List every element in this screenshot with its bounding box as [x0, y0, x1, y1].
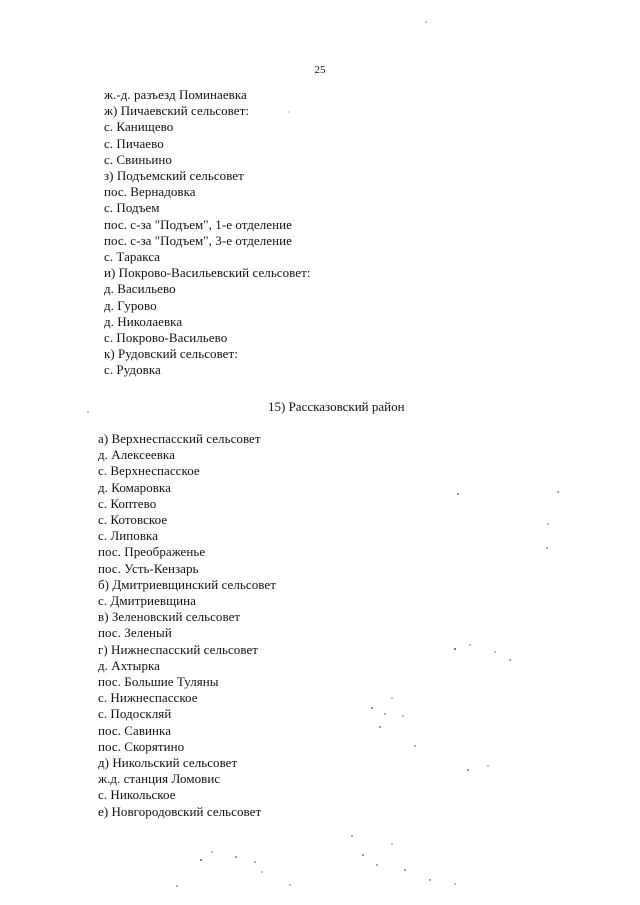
settlement-list-item: с. Пичаево	[104, 135, 164, 151]
settlement-list-item: ж) Пичаевский сельсовет:	[104, 103, 250, 119]
settlement-list-item: с. Коптево	[98, 495, 157, 511]
settlement-list-item: д. Комаровка	[98, 479, 171, 495]
settlement-list-item: пос. Вернадовка	[104, 184, 196, 200]
settlement-list-item: д. Гурово	[104, 297, 157, 313]
settlement-list-item: с. Подоскляй	[98, 706, 172, 722]
settlement-list-item: д. Васильево	[104, 281, 176, 297]
settlement-list-item: с. Никольское	[98, 787, 176, 803]
page-number: 25	[314, 64, 326, 76]
settlement-list-item: с. Липовка	[98, 528, 159, 544]
settlement-list-item: с. Канищево	[104, 119, 174, 135]
settlement-list-item: б) Дмитриевщинский сельсовет	[98, 576, 276, 592]
settlement-list-item: е) Новгородовский сельсовет	[98, 803, 262, 819]
settlement-list-item: д. Николаевка	[104, 313, 183, 329]
settlement-list-item: пос. с-за "Подъем", 1-е отделение	[104, 216, 292, 232]
settlement-list-item: д. Ахтырка	[98, 657, 160, 673]
settlement-list-item: ж.д. станция Ломовис	[98, 771, 221, 787]
settlement-list-item: в) Зеленовский сельсовет	[98, 609, 241, 625]
settlement-list-item: с. Подъем	[104, 200, 160, 216]
settlement-list-item: д. Алексеевка	[98, 447, 175, 463]
settlement-list-item: с. Рудовка	[104, 362, 161, 378]
settlement-list-item: пос. с-за "Подъем", 3-е отделение	[104, 232, 292, 248]
settlement-list-item: пос. Преображенье	[98, 544, 206, 560]
settlement-list-item: с. Свиньино	[104, 151, 172, 167]
settlement-list-item: с. Таракса	[104, 249, 161, 265]
settlement-list-item: пос. Зеленый	[98, 625, 172, 641]
settlement-list-item: с. Покрово-Васильево	[104, 330, 228, 346]
settlement-list-item: з) Подъемский сельсовет	[104, 168, 244, 184]
section-heading: 15) Рассказовский район	[268, 399, 405, 414]
settlement-list-item: с. Котовское	[98, 512, 168, 528]
settlement-list-item: и) Покрово-Васильевский сельсовет:	[104, 265, 311, 281]
settlement-list-item: а) Верхнеспасский сельсовет	[98, 431, 261, 446]
settlement-list-item: пос. Усть-Кензарь	[98, 560, 199, 576]
settlement-list-item: г) Нижнеспасский сельсовет	[98, 641, 259, 657]
settlement-list-top	[104, 87, 311, 379]
settlement-list-bottom	[98, 431, 276, 820]
settlement-list-item: пос. Скорятино	[98, 738, 185, 754]
settlement-list-item: с. Нижнеспасское	[98, 690, 198, 706]
settlement-list-item: с. Дмитриевщина	[98, 593, 196, 609]
settlement-list-item: ж.-д. разъезд Поминаевка	[104, 87, 247, 102]
settlement-list-item: пос. Большие Туляны	[98, 674, 219, 690]
settlement-list-item: к) Рудовский сельсовет:	[104, 346, 238, 362]
settlement-list-item: пос. Савинка	[98, 722, 172, 738]
settlement-list-item: д) Никольский сельсовет	[98, 755, 238, 771]
settlement-list-item: с. Верхнеспасское	[98, 463, 200, 479]
